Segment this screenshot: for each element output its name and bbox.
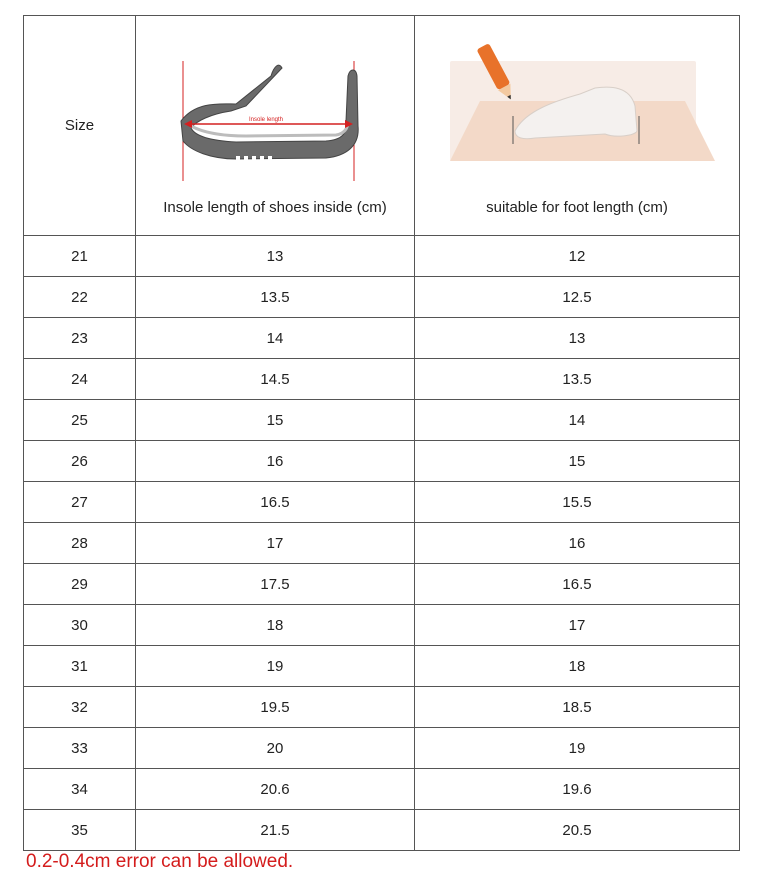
insole-cell: 17 (136, 523, 415, 564)
tolerance-note: 0.2-0.4cm error can be allowed. (26, 851, 294, 872)
foot-cell: 12 (415, 236, 740, 277)
table-row (24, 687, 740, 728)
foot-cell: 15 (415, 441, 740, 482)
table-row (24, 646, 740, 687)
header-row (24, 16, 740, 236)
size-cell: 33 (24, 728, 136, 769)
insole-cell: 14 (136, 318, 415, 359)
foot-cell: 13 (415, 318, 740, 359)
foot-cell: 16.5 (415, 564, 740, 605)
insole-cell: 18 (136, 605, 415, 646)
table-row (24, 277, 740, 318)
foot-cell: 14 (415, 400, 740, 441)
insole-cell: 13 (136, 236, 415, 277)
table-row (24, 605, 740, 646)
foot-cell: 13.5 (415, 359, 740, 400)
insole-length-label: Insole length (248, 117, 284, 123)
size-cell: 23 (24, 318, 136, 359)
table-row (24, 523, 740, 564)
size-cell: 31 (24, 646, 136, 687)
insole-cell: 19 (136, 646, 415, 687)
shoe-insole-diagram (136, 16, 415, 196)
size-cell: 34 (24, 769, 136, 810)
table-row (24, 318, 740, 359)
size-cell: 21 (24, 236, 136, 277)
foot-cell: 12.5 (415, 277, 740, 318)
foot-cell: 18 (415, 646, 740, 687)
size-cell: 29 (24, 564, 136, 605)
foot-cell: 19 (415, 728, 740, 769)
insole-cell: 19.5 (136, 687, 415, 728)
size-cell: 32 (24, 687, 136, 728)
insole-cell: 13.5 (136, 277, 415, 318)
insole-cell: 20 (136, 728, 415, 769)
insole-cell: 17.5 (136, 564, 415, 605)
insole-header: Insole length of shoes inside (cm) (163, 199, 387, 216)
insole-cell: 16.5 (136, 482, 415, 523)
foot-header-cell (415, 16, 740, 236)
size-cell: 27 (24, 482, 136, 523)
size-cell: 22 (24, 277, 136, 318)
insole-cell: 21.5 (136, 810, 415, 851)
table-row (24, 482, 740, 523)
foot-cell: 19.6 (415, 769, 740, 810)
foot-cell: 18.5 (415, 687, 740, 728)
foot-cell: 20.5 (415, 810, 740, 851)
size-header: Size (24, 16, 136, 236)
size-cell: 25 (24, 400, 136, 441)
foot-measure-illustration (415, 16, 740, 196)
table-row (24, 810, 740, 851)
table-row (24, 441, 740, 482)
insole-cell: 15 (136, 400, 415, 441)
insole-cell: 16 (136, 441, 415, 482)
table-row (24, 400, 740, 441)
insole-cell: 20.6 (136, 769, 415, 810)
size-cell: 28 (24, 523, 136, 564)
table-row (24, 564, 740, 605)
table-row (24, 728, 740, 769)
table-row (24, 769, 740, 810)
size-cell: 30 (24, 605, 136, 646)
table-row (24, 359, 740, 400)
size-cell: 35 (24, 810, 136, 851)
foot-header: suitable for foot length (cm) (486, 199, 668, 216)
size-chart-table (23, 15, 740, 851)
size-cell: 24 (24, 359, 136, 400)
insole-header-cell (136, 16, 415, 236)
foot-cell: 15.5 (415, 482, 740, 523)
insole-cell: 14.5 (136, 359, 415, 400)
foot-cell: 17 (415, 605, 740, 646)
size-cell: 26 (24, 441, 136, 482)
table-row (24, 236, 740, 277)
foot-cell: 16 (415, 523, 740, 564)
